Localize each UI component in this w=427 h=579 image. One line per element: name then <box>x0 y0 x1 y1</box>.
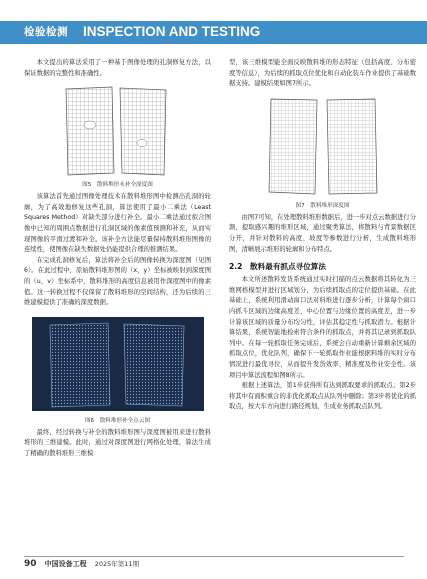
right-paragraph-1: 型，该三维模型能全面反映散料堆的形态特征（包括高度、分布密度等信息），为后续的抓取点位优化和自动化装车作业提供了基础数据支持。建模结果如图7所示。 <box>229 59 416 88</box>
left-column <box>24 58 211 460</box>
figure-6-image <box>24 315 211 413</box>
left-paragraph-1: 本文提出的算法采用了一种基于图像处理的孔洞修复方法，以保证数据的完整性和准确性。 <box>24 59 211 77</box>
section-heading-2-2: 2.2 散料最有抓点寻位算法 <box>229 262 326 272</box>
figure-7-image <box>229 96 416 198</box>
left-paragraph-4: 最终，经过转换与补全的散料堆形图与深度图被用来进行散料堆形的三维建模。此时，通过对深度图进行网格化处理，算法生成了精确的散料堆形三维模 <box>24 428 211 457</box>
journal-name: 中国设备工程 <box>44 560 87 568</box>
section-title: INSPECTION AND TESTING <box>83 24 261 39</box>
figure-5 <box>24 85 211 177</box>
right-paragraph-4: 根据上述算法，第1步获得所有达到抓取要求的抓取点；第2步将其中有面积重合的非优化抓取点从队列中删除；第3步将优化的抓取点，按大车方向进行路径规划，生成业务抓取点队列。 <box>229 382 416 411</box>
figure-7 <box>229 96 416 198</box>
figure-7-caption: 图7 散料堆形深度图 <box>295 202 350 209</box>
figure-6 <box>24 315 211 413</box>
page-header <box>0 0 427 44</box>
figure-5-caption: 图5 散料堆形未补全深度图 <box>82 182 153 189</box>
left-paragraph-2: 该算法首先通过图像处理技术在散料堆形图中检测出孔洞的轮廓，为了高效地修复这些孔洞，算法使用了最小二乘法（Least Squares Method）对缺失部分进行补全。最小二乘法通过拟合图像中已知的周围点数据进行孔洞区域的像素值预测和补充，从而实现图像的平滑过渡和补全。该补全方法能尽量保持散料堆形图像的连续性，使图像在缺失数据处仍能提供合理的推测结果。 <box>24 193 211 254</box>
section-tag: 检验检测 <box>24 26 68 38</box>
right-paragraph-2: 由图7可知，在处理散料堆形数据后，进一步对点云数据进行分割，提取感兴趣的堆形区域，通过聚类算法，将散料与背景数据区分开，并针对散料的高度、坡度等参数进行分析，生成散料堆形图，清晰展示堆形的轮廓和分布特点。 <box>229 213 416 253</box>
right-paragraph-3: 本文所述散料发货系统通过实时扫描的点云数据将其转化为三维网格模型并进行区域划分，为后续抓取点的定位提供基础。在此基础上，系统利用滑动窗口法对料堆进行逐步分析，计算每个窗口内抓斗区域的边缘高度差、中心位置与边缘位置的高度差，进一步计算该区域的质量分布均匀性，评估其稳定性与抓取潜力。根据计算结果，系统智能地检索符合条件的抓取点，并将其记录到抓取队列中。在每一轮抓取任务完成后，系统会自动重新计算剩余区域的抓取点位，优化队列，确保下一轮抓取作业能根据料堆的实时分布情况进行最优寻位，从而提升发货效率、精准度及作业安全性。该项目中算法流程如图8所示。 <box>229 276 416 379</box>
issue-info: 2025年第11期 <box>94 560 140 568</box>
page-number: 90 <box>24 559 37 569</box>
figure-6-caption: 图6 散料堆形补全点云图 <box>84 417 151 424</box>
page-footer <box>24 556 404 571</box>
figure-5-image <box>24 85 211 177</box>
right-column <box>229 58 416 413</box>
left-paragraph-3: 在完成孔洞修复后，算法将补全后的图像转换为深度图（见图6）。在此过程中，原始散料堆形图的（x，y）坐标被映射到深度图的（u，v）坐标系中，散料堆形的高度信息被用作深度图中的像素值。这一转换过程不仅保留了散料堆形的空间结构，还为后续的三维建模提供了准确的深度数据。 <box>24 256 211 307</box>
